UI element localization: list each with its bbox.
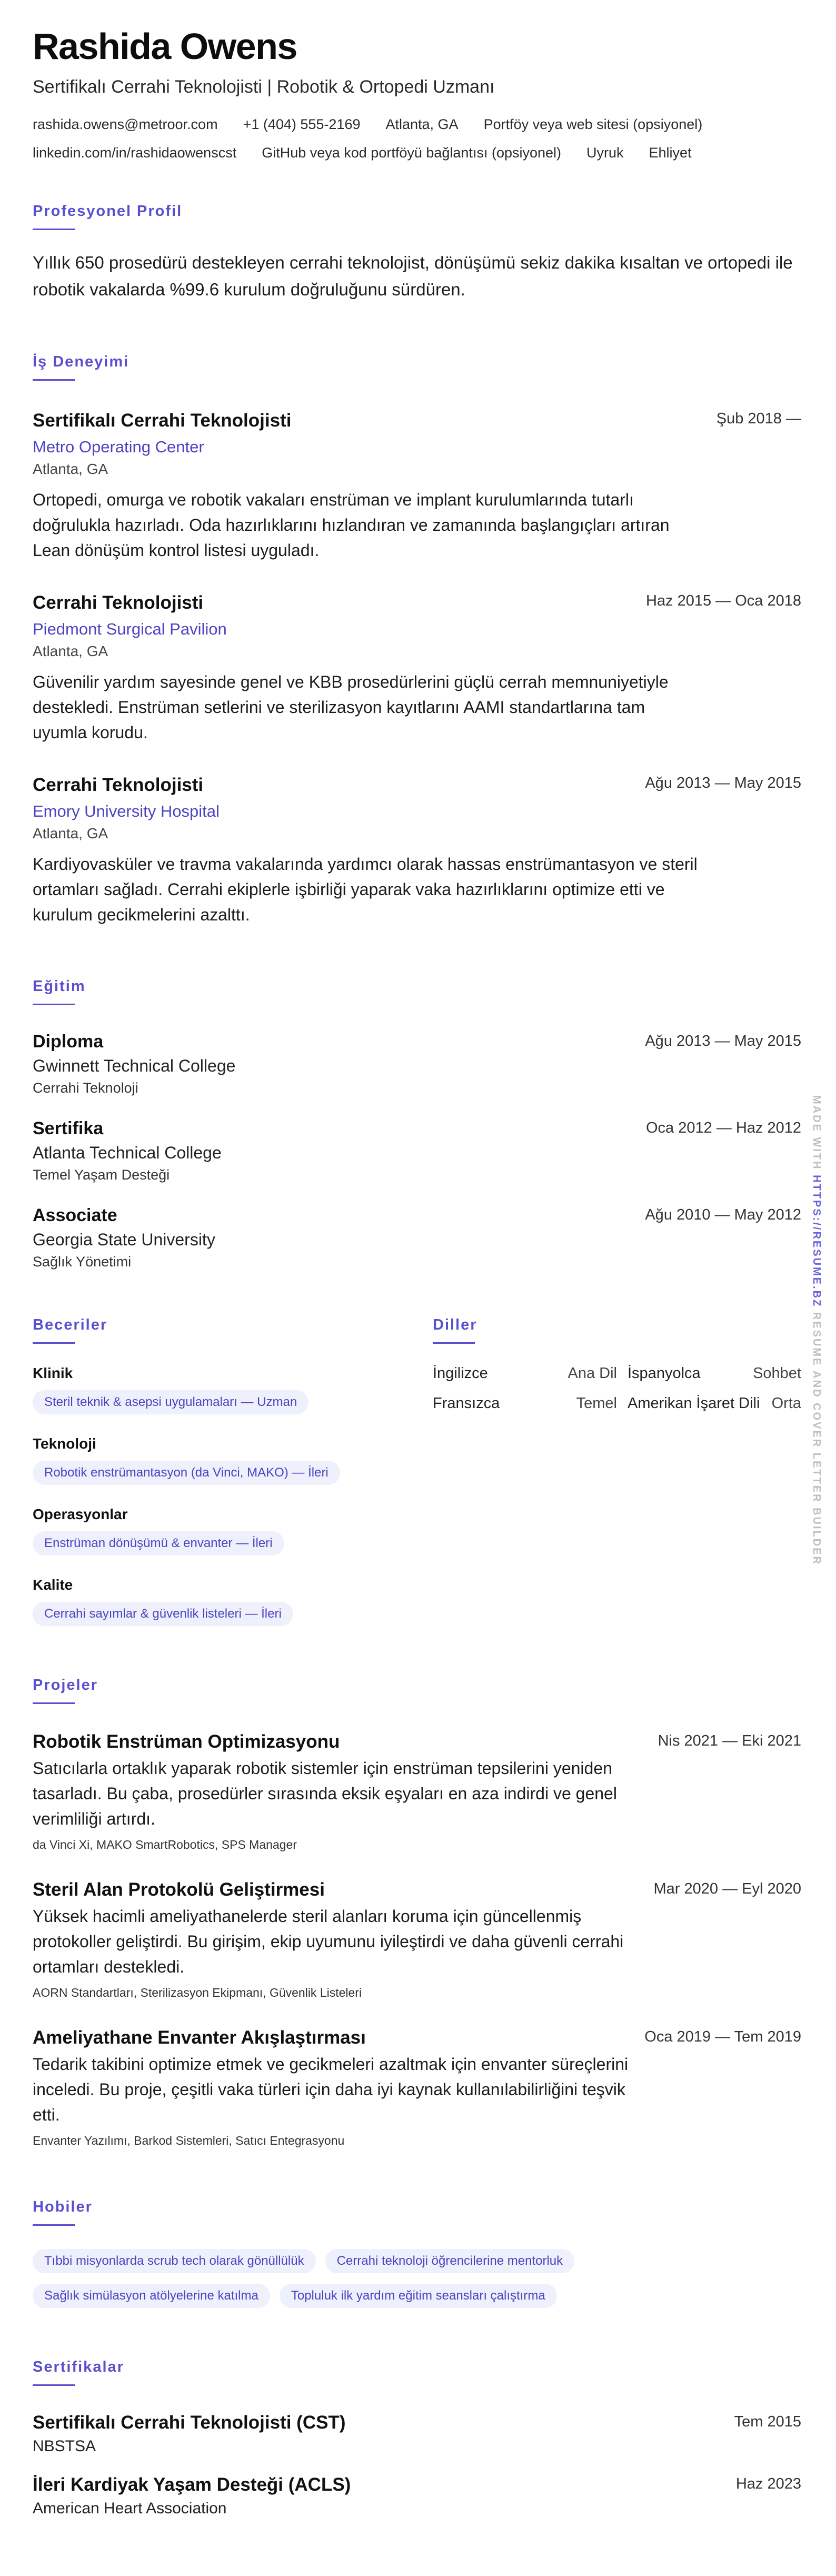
project-description: Yüksek hacimli ameliyathanelerde steril alanları koruma için güncellenmiş protokoller geliştirdi. Bu girişim, ekip uyumunu iyileştirdi ve daha güvenli cerrahi ortamları destekledi. <box>33 1907 624 1976</box>
section-rule <box>33 1702 75 1704</box>
section-rule <box>33 229 75 230</box>
contact-row-2 <box>33 144 801 161</box>
section-rule <box>433 1342 475 1344</box>
skill-tag: Cerrahi sayımlar & güvenlik listeleri — İleri <box>33 1602 293 1626</box>
project-entry <box>33 2027 801 2148</box>
experience-role: Sertifikalı Cerrahi Teknolojisti <box>33 410 292 431</box>
education-school: Atlanta Technical College <box>33 1143 222 1162</box>
languages-section <box>433 1316 801 1626</box>
language-name: İngilizce <box>433 1365 488 1382</box>
section-title-skills: Beceriler <box>33 1316 108 1333</box>
resume-page <box>33 26 801 2518</box>
section-title-education: Eğitim <box>33 978 86 995</box>
github-link[interactable]: GitHub veya kod portföyü bağlantısı (opsiyonel) <box>262 145 562 161</box>
experience-company-link[interactable]: Emory University Hospital <box>33 801 220 820</box>
projects-section <box>33 1677 801 2148</box>
project-name: Robotik Enstrüman Optimizasyonu <box>33 1731 340 1752</box>
skill-tag: Robotik enstrümantasyon (da Vinci, MAKO) — İleri <box>33 1461 340 1485</box>
experience-section <box>33 353 801 927</box>
candidate-headline: Sertifikalı Cerrahi Teknolojisti | Robotik & Ortopedi Uzmanı <box>33 77 495 97</box>
education-dates: Ağu 2010 — May 2012 <box>645 1206 801 1223</box>
language-level: Orta <box>771 1395 801 1412</box>
certification-name: İleri Kardiyak Yaşam Desteği (ACLS) <box>33 2474 351 2495</box>
experience-role: Cerrahi Teknolojisti <box>33 592 204 613</box>
education-section <box>33 978 801 1270</box>
section-rule <box>33 1342 75 1344</box>
contact-info <box>33 116 801 162</box>
experience-location: Atlanta, GA <box>33 460 108 477</box>
project-technologies: Envanter Yazılımı, Barkod Sistemleri, Satıcı Entegrasyonu <box>33 2134 345 2147</box>
skill-group <box>33 1577 433 1626</box>
education-field: Temel Yaşam Desteği <box>33 1167 170 1183</box>
skill-group-name: Operasyonlar <box>33 1506 128 1522</box>
hobbies-list <box>33 2249 664 2308</box>
experience-entry <box>33 591 801 745</box>
certification-name: Sertifikalı Cerrahi Teknolojisti (CST) <box>33 2412 346 2433</box>
experience-location: Atlanta, GA <box>33 642 108 659</box>
contact-row-1 <box>33 116 801 133</box>
skill-group <box>33 1506 433 1555</box>
project-technologies: da Vinci Xi, MAKO SmartRobotics, SPS Manager <box>33 1838 297 1851</box>
language-name: Fransızca <box>433 1395 500 1412</box>
section-rule <box>33 2224 75 2226</box>
project-description: Satıcılarla ortaklık yaparak robotik sistemler için enstrüman tepsilerini yeniden tasarladı. Bu çaba, prosedürler sırasında eksik eşyaları en aza indirdi ve genel verimliliği artırdı. <box>33 1759 617 1828</box>
experience-company-link[interactable]: Piedmont Surgical Pavilion <box>33 619 227 638</box>
experience-description: Ortopedi, omurga ve robotik vakaları enstrüman ve implant kurulumlarında tutarlı doğrulukla hazırladı. Oda hazırlıklarını hızlandıran ve zamanında başlangıçları artıran Lean dönüşüm kontrol listesi uyguladı. <box>33 490 670 560</box>
education-dates: Oca 2012 — Haz 2012 <box>645 1119 801 1136</box>
side-credit <box>808 1095 824 1566</box>
project-description: Tedarik takibini optimize etmek ve gecikmeleri azaltmak için envanter süreçlerini inceledi. Bu proje, çeşitli vaka türleri için daha iyi kaynak kullanılabilirliğini teşvik etti. <box>33 2055 629 2124</box>
education-school: Georgia State University <box>33 1230 215 1249</box>
certification-entry <box>33 2474 801 2518</box>
candidate-name: Rashida Owens <box>33 26 297 67</box>
certification-entry <box>33 2412 801 2455</box>
project-name: Steril Alan Protokolü Geliştirmesi <box>33 1879 325 1900</box>
resume-bz-link[interactable]: HTTPS://RESUME.BZ <box>811 1175 822 1308</box>
phone-link[interactable]: +1 (404) 555-2169 <box>243 116 361 132</box>
experience-dates: Haz 2015 — Oca 2018 <box>645 592 801 609</box>
certification-issuer: NBSTSA <box>33 2438 96 2455</box>
project-dates: Nis 2021 — Eki 2021 <box>658 1732 801 1749</box>
hobby-tag: Cerrahi teknoloji öğrencilerine mentorluk <box>325 2249 575 2273</box>
project-dates: Mar 2020 — Eyl 2020 <box>653 1880 801 1897</box>
education-dates: Ağu 2013 — May 2015 <box>645 1033 801 1049</box>
section-rule <box>33 1004 75 1005</box>
section-rule <box>33 379 75 381</box>
project-entry <box>33 1731 801 1852</box>
experience-role: Cerrahi Teknolojisti <box>33 774 204 795</box>
education-degree: Diploma <box>33 1032 104 1052</box>
location-text: Atlanta, GA <box>385 116 459 132</box>
nationality-text: Uyruk <box>586 145 624 161</box>
hobby-tag: Sağlık simülasyon atölyelerine katılma <box>33 2284 270 2308</box>
skill-group-name: Klinik <box>33 1365 73 1381</box>
education-entry <box>33 1118 801 1183</box>
email-link[interactable]: rashida.owens@metroor.com <box>33 116 218 132</box>
side-credit-text <box>810 1095 822 1566</box>
skill-group <box>33 1365 433 1414</box>
section-title-summary: Profesyonel Profil <box>33 202 183 220</box>
experience-description: Güvenilir yardım sayesinde genel ve KBB prosedürlerini güçlü cerrah memnuniyetiyle destekledi. Enstrüman setlerini ve sterilizasyon kayıtlarını AAMI standartlarına tam uyumla korudu. <box>33 672 669 742</box>
section-title-languages: Diller <box>433 1316 477 1333</box>
project-dates: Oca 2019 — Tem 2019 <box>644 2028 801 2045</box>
education-school: Gwinnett Technical College <box>33 1056 236 1075</box>
skills-section <box>33 1316 433 1626</box>
certification-issuer: American Heart Association <box>33 2500 227 2517</box>
languages-list <box>433 1365 801 1412</box>
skill-group-name: Teknoloji <box>33 1435 96 1452</box>
certification-date: Haz 2023 <box>735 2475 801 2492</box>
experience-company-link[interactable]: Metro Operating Center <box>33 437 204 456</box>
certification-date: Tem 2015 <box>734 2413 801 2430</box>
skills-languages-row <box>33 1316 801 1626</box>
skill-tag: Enstrüman dönüşümü & envanter — İleri <box>33 1531 284 1555</box>
project-entry <box>33 1879 801 2000</box>
experience-entry <box>33 774 801 927</box>
section-title-projects: Projeler <box>33 1677 98 1693</box>
portfolio-link[interactable]: Portföy veya web sitesi (opsiyonel) <box>483 116 703 132</box>
language-name: Amerikan İşaret Dili <box>628 1395 760 1412</box>
driving-license-text: Ehliyet <box>649 145 692 161</box>
experience-dates: Şub 2018 — <box>716 410 801 427</box>
language-name: İspanyolca <box>628 1365 701 1382</box>
linkedin-link[interactable]: linkedin.com/in/rashidaowenscst <box>33 145 237 161</box>
summary-section <box>33 203 801 303</box>
language-level: Sohbet <box>753 1365 801 1382</box>
language-level: Ana Dil <box>568 1365 617 1382</box>
skill-group-name: Kalite <box>33 1577 73 1593</box>
education-field: Sağlık Yönetimi <box>33 1254 132 1270</box>
project-name: Ameliyathane Envanter Akışlaştırması <box>33 2027 366 2048</box>
language-level: Temel <box>576 1395 617 1412</box>
hobbies-section <box>33 2198 801 2308</box>
experience-entry <box>33 409 801 563</box>
section-title-certifications: Sertifikalar <box>33 2359 124 2375</box>
credit-prefix: MADE WITH <box>811 1095 822 1171</box>
section-title-experience: İş Deneyimi <box>33 353 130 370</box>
hobby-tag: Tıbbi misyonlarda scrub tech olarak gönüllülük <box>33 2249 316 2273</box>
education-field: Cerrahi Teknoloji <box>33 1080 138 1096</box>
resume-header <box>33 26 801 162</box>
skill-group <box>33 1435 433 1485</box>
certifications-section <box>33 2359 801 2518</box>
credit-suffix: RESUME AND COVER LETTER BUILDER <box>811 1312 822 1566</box>
education-degree: Sertifika <box>33 1118 104 1138</box>
skill-tag: Steril teknik & asepsi uygulamaları — Uzman <box>33 1390 308 1414</box>
hobby-tag: Topluluk ilk yardım eğitim seansları çalıştırma <box>280 2284 557 2308</box>
experience-description: Kardiyovasküler ve travma vakalarında yardımcı olarak hassas enstrümantasyon ve steril ortamları sağladı. Cerrahi ekiplerle işbirliği yaparak vaka hazırlıklarını optimize etti ve kurulum gecikmelerini azalttı. <box>33 855 698 924</box>
summary-text: Yıllık 650 prosedürü destekleyen cerrahi teknolojist, dönüşümü sekiz dakika kısaltan ve ortopedi ile robotik vakalarda %99.6 kurulum doğruluğunu sürdüren. <box>33 252 793 299</box>
section-title-hobbies: Hobiler <box>33 2198 93 2215</box>
education-entry <box>33 1205 801 1270</box>
project-technologies: AORN Standartları, Sterilizasyon Ekipmanı, Güvenlik Listeleri <box>33 1986 362 1999</box>
education-entry <box>33 1032 801 1096</box>
experience-location: Atlanta, GA <box>33 825 108 841</box>
section-rule <box>33 2384 75 2386</box>
experience-dates: Ağu 2013 — May 2015 <box>645 774 801 791</box>
education-degree: Associate <box>33 1205 117 1225</box>
